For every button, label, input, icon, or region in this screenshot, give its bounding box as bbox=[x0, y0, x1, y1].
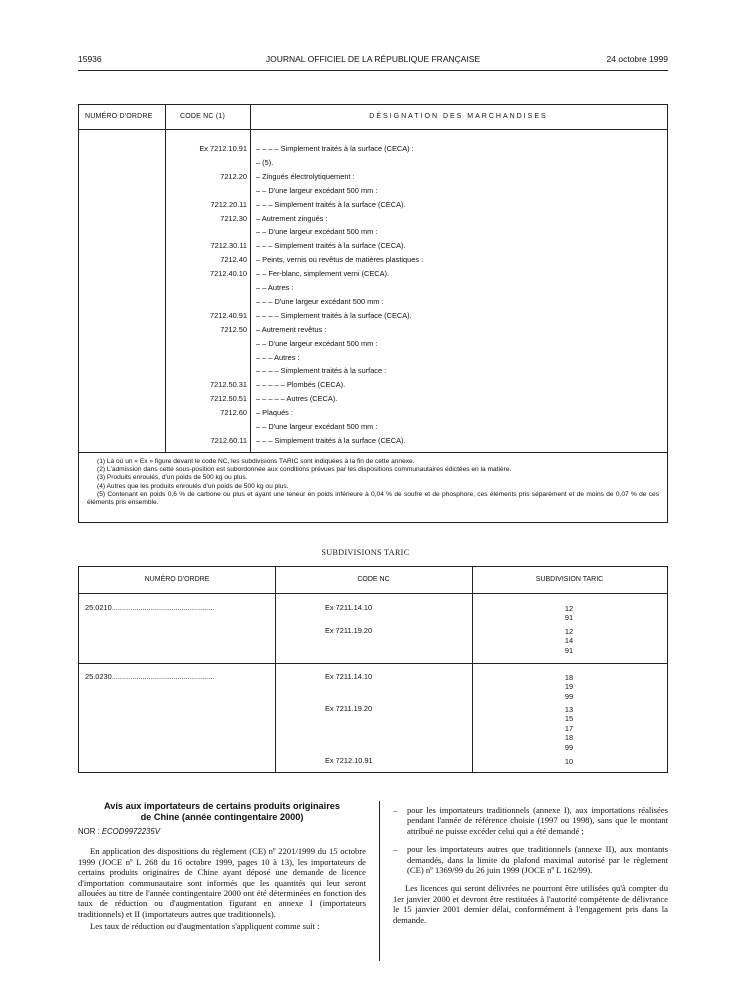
nc-code: 7212.50.51 bbox=[210, 394, 247, 404]
nc-code: 7212.30.11 bbox=[210, 241, 247, 251]
nc-code: 7212.60.11 bbox=[210, 435, 247, 445]
goods-designation: – – – Simplement traités à la surface (CECA). bbox=[256, 435, 406, 445]
nc-code: 7212.40.91 bbox=[210, 310, 247, 320]
header-rule bbox=[78, 70, 668, 71]
goods-designation: – – – Simplement traités à la surface (CECA). bbox=[256, 199, 406, 209]
nc-code: Ex 7211.14.10 bbox=[325, 603, 373, 612]
goods-designation: – – – – Simplement traités à la surface (CECA). bbox=[256, 310, 412, 320]
goods-designation: – Autrement zingués : bbox=[256, 213, 328, 223]
table-notes bbox=[78, 453, 668, 523]
nc-code: 7212.20 bbox=[220, 171, 247, 181]
goods-designation: – – – Autres : bbox=[256, 352, 300, 362]
col-header-order: NUMÉRO D'ORDRE bbox=[144, 576, 210, 583]
taric-cell: 18 19 99 bbox=[564, 673, 574, 701]
note: (5) Contenant en poids 0,6 % de carbone ou plus et ayant une teneur en poids inférieure à 0,04 % de soufre et de phosphore, ces éléments pris séparément et de moins de 0,07 % de ces éléments pris ensemble. bbox=[87, 490, 659, 507]
column-separator bbox=[379, 801, 380, 961]
notice-paragraph: Les licences qui seront délivrées ne pourront être utilisées qu'à compter du 1er janvier 2000 et devront être restituées à l'autorité compétente de délivrance le 15 janvier 2001 dernier délai, conformément à l'engagement pris dans la demande. bbox=[393, 883, 668, 925]
taric-cell: 10 bbox=[564, 757, 574, 766]
goods-designation: – (5). bbox=[256, 157, 274, 167]
goods-designation: – – D'une largeur excédant 500 mm : bbox=[256, 338, 378, 348]
col-header-designation: DÉSIGNATION DES MARCHANDISES bbox=[369, 113, 548, 120]
list-item: – pour les importateurs traditionnels (annexe I), aux importations réalisées pendant l'année de référence choisie (1997 ou 1998), sans que le montant attribué ne puisse excéder celui qui a été demandé ; bbox=[393, 805, 668, 836]
order-number: 25.0230.................................................. bbox=[85, 672, 215, 681]
notice-right-column bbox=[393, 805, 668, 925]
nc-code: 7212.20.11 bbox=[210, 199, 247, 209]
notice-left-column bbox=[78, 801, 366, 932]
notice-paragraph: Les taux de réduction ou d'augmentation s'appliquent comme suit : bbox=[90, 921, 320, 932]
journal-title: JOURNAL OFFICIEL DE LA RÉPUBLIQUE FRANÇAISE bbox=[265, 54, 481, 64]
goods-designation: – – D'une largeur excédant 500 mm : bbox=[256, 227, 378, 237]
nc-code: Ex 7211.14.10 bbox=[325, 672, 373, 681]
goods-designation: – – – – – Autres (CECA). bbox=[256, 394, 338, 404]
nc-code: 7212.40 bbox=[220, 255, 247, 265]
taric-table bbox=[78, 566, 668, 773]
page-number: 15936 bbox=[78, 54, 102, 64]
goods-designation: – Plaqués : bbox=[256, 408, 293, 418]
nc-code: 7212.50.31 bbox=[210, 380, 247, 390]
nc-code: Ex 7212.10.91 bbox=[199, 144, 247, 153]
goods-designation: – – – D'une largeur excédant 500 mm : bbox=[256, 296, 384, 306]
goods-designation: – Autrement revêtus : bbox=[256, 324, 327, 334]
col-header-code: CODE NC bbox=[357, 576, 390, 583]
goods-designation: – – – – – Plombés (CECA). bbox=[256, 380, 346, 390]
notice-paragraph: En application des dispositions du règlement (CE) nº 2201/1999 du 15 octobre 1999 (JOCE nº L 268 du 16 octobre 1999, pages 10 à 13), les importateurs de certains produits originaires de Chine ayant déposé une demande de licence d'importation communautaire sont informés que les quantités qui leur seront allouées au titre de l'année contingentaire 2000 ont été déterminées en fonction des taux de réduction ou d'augmentation figurant en annexe I (importateurs traditionnels) et II (importateurs autres que traditionnels). bbox=[78, 846, 366, 919]
order-number: 25.0210.................................................. bbox=[85, 603, 215, 612]
header-divider bbox=[79, 129, 667, 130]
nc-code: Ex 7211.19.20 bbox=[325, 704, 373, 713]
goods-designation: – Peints, vernis ou revêtus de matières plastiques : bbox=[256, 255, 424, 265]
col-header-taric: SUBDIVISION TARIC bbox=[535, 576, 604, 583]
nc-code: Ex 7212.10.91 bbox=[325, 756, 373, 765]
goods-designation: – – – Simplement traités à la surface (CECA). bbox=[256, 241, 406, 251]
column-divider bbox=[472, 567, 473, 772]
goods-table bbox=[78, 104, 668, 453]
note: (2) L'admission dans cette sous-position est subordonnée aux conditions prévues par les dispositions communautaires édictées en la matière. bbox=[97, 466, 512, 474]
group-divider bbox=[79, 663, 667, 664]
list-item: – pour les importateurs autres que traditionnels (annexe II), aux montants demandés, dans la limite du plafond maximal autorisé par le règlement (CE) nº 1369/99 du 26 juin 1999 (JOCE nº L 162/99). bbox=[393, 844, 668, 876]
nc-code: 7212.50 bbox=[220, 324, 247, 334]
goods-designation: – – D'une largeur excédant 500 mm : bbox=[256, 422, 378, 431]
nor-reference: NOR : ECOD9972235V bbox=[78, 827, 160, 836]
nc-code: Ex 7211.19.20 bbox=[325, 626, 373, 635]
goods-designation: – – Autres : bbox=[256, 283, 294, 292]
issue-date: 24 octobre 1999 bbox=[606, 54, 668, 64]
goods-designation: – Zingués électrolytiquement : bbox=[256, 171, 355, 181]
goods-designation: – – D'une largeur excédant 500 mm : bbox=[256, 185, 378, 195]
goods-designation: – – – – Simplement traités à la surface : bbox=[256, 366, 387, 376]
notice-title: Avis aux importateurs de certains produits originaires de Chine (année contingentaire 2000) bbox=[103, 801, 341, 822]
col-header-order: NUMÉRO D'ORDRE bbox=[85, 113, 153, 120]
taric-cell: 12 91 bbox=[564, 604, 574, 623]
column-divider bbox=[275, 567, 276, 772]
page-header bbox=[78, 54, 668, 68]
note: (4) Autres que les produits enroulés d'un poids de 500 kg ou plus. bbox=[97, 482, 289, 490]
nc-code: 7212.30 bbox=[220, 213, 247, 223]
nc-code: 7212.60 bbox=[220, 408, 247, 418]
goods-designation: – – – – Simplement traités à la surface (CECA) : bbox=[256, 144, 414, 153]
column-divider bbox=[250, 105, 251, 452]
taric-cell: 13 15 17 18 99 bbox=[564, 705, 574, 752]
col-header-code: CODE NC (1) bbox=[180, 113, 225, 120]
note: (1) Là où un « Ex » figure devant le code NC, les subdivisions TARIC sont indiquées à la fin de cette annexe. bbox=[97, 458, 415, 465]
note: (3) Produits enroulés, d'un poids de 500 kg ou plus. bbox=[97, 474, 248, 482]
header-divider bbox=[79, 593, 667, 594]
taric-cell: 12 14 91 bbox=[564, 627, 574, 655]
goods-designation: – – Fer-blanc, simplement verni (CECA). bbox=[256, 269, 390, 279]
nc-code: 7212.40.10 bbox=[210, 269, 247, 279]
subdivisions-title: SUBDIVISIONS TARIC bbox=[321, 548, 410, 557]
